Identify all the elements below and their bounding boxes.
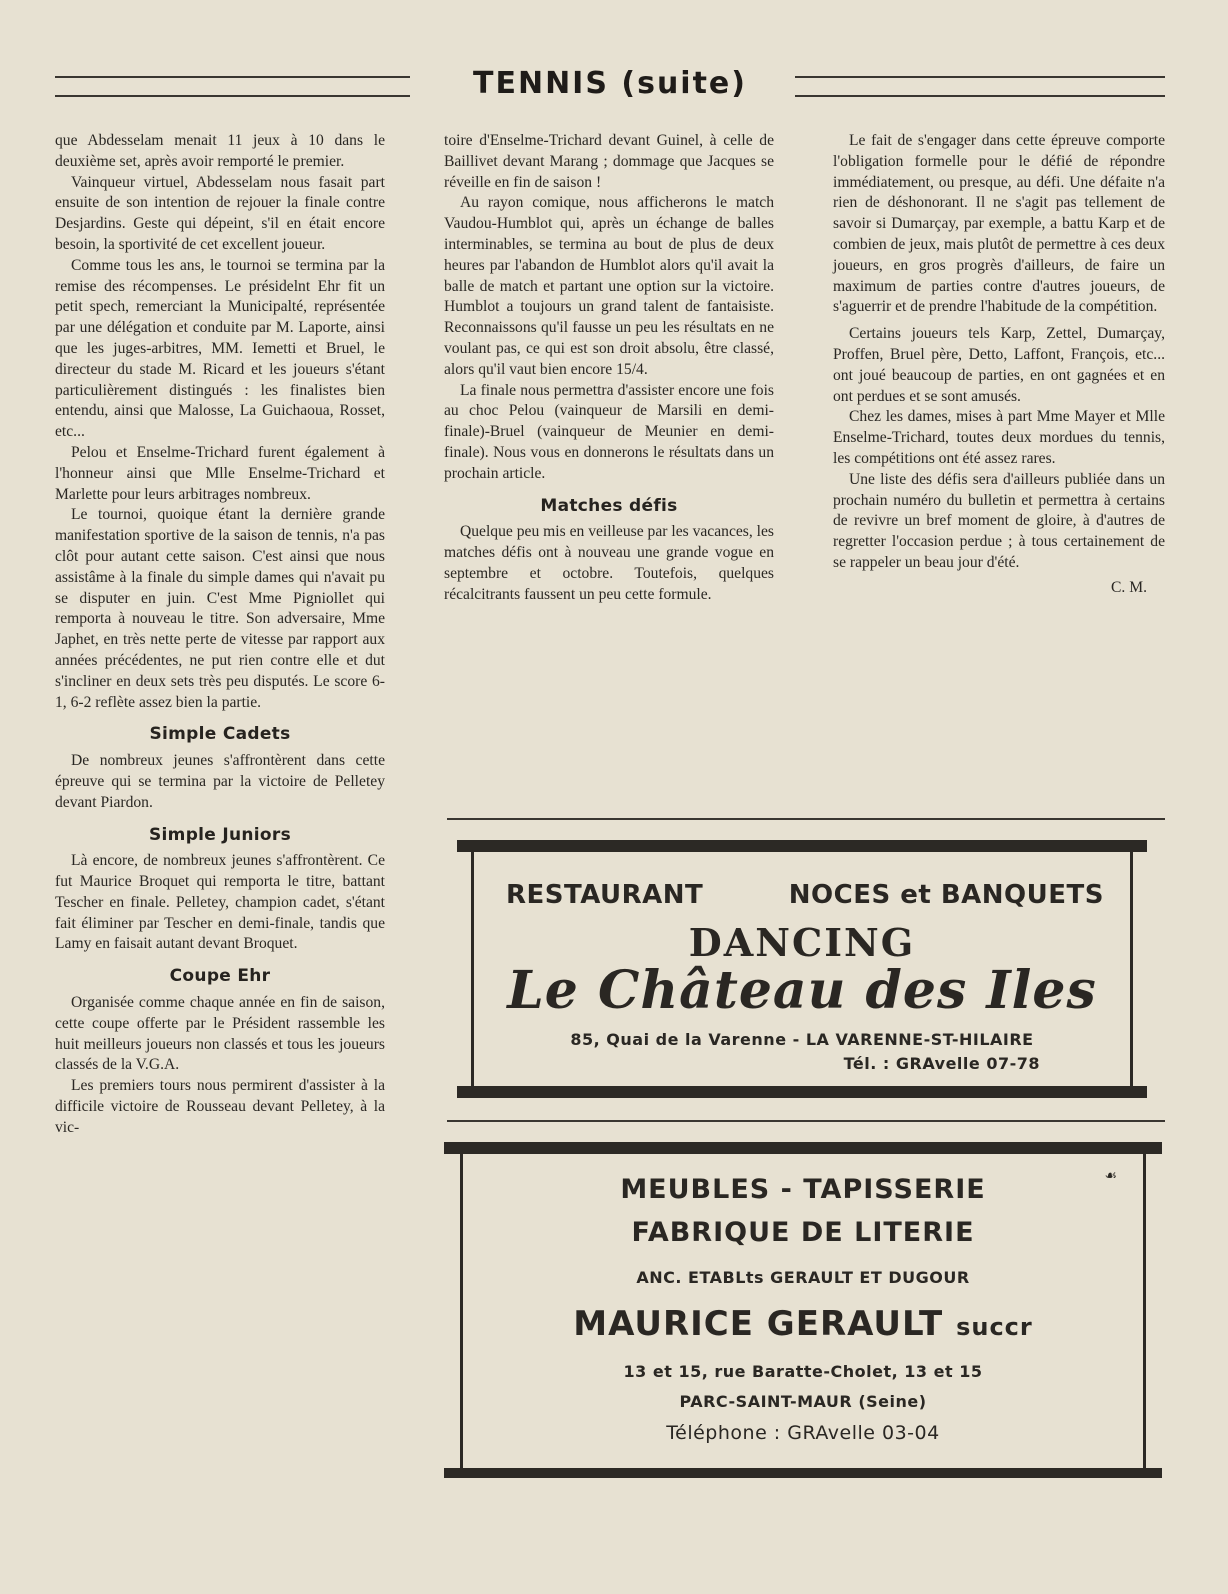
- article-column-2: [444, 131, 774, 606]
- ad-owner-suffix: succr: [956, 1313, 1033, 1341]
- article-column-3: [833, 131, 1165, 599]
- subheading-coupe-ehr: Coupe Ehr: [169, 966, 271, 987]
- ad-border: [457, 1086, 1147, 1098]
- ad-dancing-label: DANCING: [688, 920, 916, 965]
- ad-owner-name: MAURICE GERAULT: [573, 1304, 944, 1344]
- paragraph: Chez les dames, mises à part Mme Mayer et Mlle Enselme-Trichard, toutes deux mordues du tennis, les compétitions ont été assez rares.: [833, 408, 1165, 467]
- ad-line: MEUBLES - TAPISSERIE: [620, 1174, 986, 1205]
- section-header: [55, 62, 1165, 112]
- ad-line: FABRIQUE DE LITERIE: [631, 1217, 975, 1248]
- ad-frame: [471, 852, 1133, 1086]
- ad-address: 85, Quai de la Varenne - LA VARENNE-ST-HILAIRE: [570, 1030, 1034, 1049]
- ad-heading-row: [506, 880, 1104, 910]
- ad-business-name: [463, 1304, 1143, 1344]
- ad-city: PARC-SAINT-MAUR (Seine): [679, 1392, 927, 1411]
- ad-address: 13 et 15, rue Baratte-Cholet, 13 et 15: [623, 1362, 983, 1381]
- ad-venue-name: Le Château des Iles: [507, 960, 1097, 1021]
- furniture-advertisement: [444, 1142, 1162, 1478]
- paragraph: Là encore, de nombreux jeunes s'affrontèrent. Ce fut Maurice Broquet qui remporta le titre, battant Tescher en finale. Pelletey, champion cadet, s'étant fait éliminer par Tescher en demi-finale, tandis que Lamy en faisait autant devant Broquet.: [55, 852, 385, 953]
- paragraph: Les premiers tours nous permirent d'assister à la difficile victoire de Rousseau devant Pelletey, à la vic-: [55, 1077, 385, 1136]
- paragraph: Le fait de s'engager dans cette épreuve comporte l'obligation formelle pour le défié de répondre immédiatement, ou presque, au défi. Une défaite n'a rien de déshonorant. Il ne s'agit pas tellement de savoir si Dumarçay, par exemple, a battu Karp et de combien de jeux, mais plutôt de permettre à ces deux joueurs, en gros progrès d'ailleurs, de faire un maximum de parties contre d'autres joueurs, de s'aguerrir et de prendre l'habitude de la compétition.: [833, 132, 1165, 316]
- ad-phone: Tél. : GRAvelle 07-78: [843, 1054, 1040, 1073]
- ad-phone: Téléphone : GRAvelle 03-04: [666, 1422, 940, 1444]
- subheading-matches-defis: Matches défis: [540, 495, 678, 516]
- divider: [447, 818, 1165, 820]
- ad-line: ANC. ETABLts GERAULT ET DUGOUR: [636, 1268, 970, 1287]
- paragraph: Organisée comme chaque année en fin de saison, cette coupe offerte par le Président rassemble les huit meilleurs joueurs non classés et tous les joueurs classés de la V.G.A.: [55, 994, 385, 1074]
- paragraph: Comme tous les ans, le tournoi se termina par la remise des récompenses. Le présidelnt Ehr fit un petit spech, remerciant la Municipalté, représentée par une délégation et conduite par M. Laporte, ainsi que les juges-arbitres, MM. Iemetti et Bruel, le directeur du stade M. Ricard et les joueurs s'étant particulièrement distingués : les finalistes bien entendu, ainsi que Malosse, La Guichaoua, Rosset, etc...: [55, 256, 385, 441]
- paragraph: que Abdesselam menait 11 jeux à 10 dans le deuxième set, après avoir remporté le premier.: [55, 132, 385, 170]
- paragraph: La finale nous permettra d'assister encore une fois au choc Pelou (vainqueur de Marsili en demi-finale)-Bruel (vainqueur de Meunier en demi-finale). Nous vous en donnerons le résultats dans un prochain article.: [444, 381, 774, 482]
- ad-border: [457, 840, 1147, 852]
- author-signature: C. M.: [1111, 578, 1147, 596]
- paragraph: Vainqueur virtuel, Abdesselam nous fasait part ensuite de son intention de rejouer la finale contre Desjardins. Geste qui dépeint, s'il en était encore besoin, la sportivité de cet excellent joueur.: [55, 173, 385, 253]
- paragraph: toire d'Enselme-Trichard devant Guinel, à celle de Baillivet devant Marang ; dommage que Jacques se réveille en fin de saison !: [444, 132, 774, 191]
- subheading-simple-cadets: Simple Cadets: [149, 724, 291, 745]
- paragraph: Une liste des défis sera d'ailleurs publiée dans un prochain numéro du bulletin et permettra à certains de revivre un bref moment de gloire, à d'autres de regretter l'occasion perdue ; à tous certainement de se rappeler un beau jour d'été.: [833, 470, 1165, 571]
- paragraph: Certains joueurs tels Karp, Zettel, Dumarçay, Proffen, Bruel père, Detto, Laffont, François, etc... ont joué beaucoup de parties, en ont gagnées et en ont perdues et se sont amusés.: [833, 325, 1165, 405]
- page-title: TENNIS (suite): [473, 66, 747, 101]
- printer-mark-icon: ☙: [1104, 1169, 1117, 1184]
- subheading-simple-juniors: Simple Juniors: [149, 824, 291, 845]
- ad-border: [444, 1142, 1162, 1154]
- ad-restaurant-label: RESTAURANT: [506, 880, 704, 910]
- restaurant-advertisement: [457, 840, 1147, 1098]
- ad-border: [444, 1468, 1162, 1478]
- paragraph: De nombreux jeunes s'affrontèrent dans cette épreuve qui se termina par la victoire de Pelletey devant Piardon.: [55, 752, 385, 811]
- paragraph: Pelou et Enselme-Trichard furent également à l'honneur ainsi que Mlle Enselme-Trichard et Marlette pour leurs arbitrages nombreux.: [55, 443, 385, 503]
- paragraph: Le tournoi, quoique étant la dernière grande manifestation sportive de la saison de tennis, n'a pas clôt pour autant cette saison. C'est ainsi que nous assistâme à la finale du simple dames qui n'avait pu se disputer en juin. C'est Mme Pigniollet qui remporta à nouveau le titre. Son adversaire, Mme Japhet, en très nette perte de vitesse par rapport aux années précédentes, ne put rien contre elle et dut s'incliner en deux sets très peu disputés. Le score 6-1, 6-2 reflète assez bien la partie.: [55, 506, 385, 711]
- divider: [447, 1120, 1165, 1122]
- paragraph: Quelque peu mis en veilleuse par les vacances, les matches défis ont à nouveau une grande vogue en septembre et octobre. Toutefois, quelques récalcitrants faussent un peu cette formule.: [444, 523, 774, 603]
- ad-banquets-label: NOCES et BANQUETS: [788, 880, 1104, 910]
- ad-frame: [460, 1154, 1146, 1468]
- paragraph: Au rayon comique, nous afficherons le match Vaudou-Humblot qui, après un échange de balles interminables, se termina au bout de plus de deux heures par l'abandon de Humblot alors qu'il avait la balle de match et partant une option sur la victoire. Humblot a toujours un grand talent de fantaisiste. Reconnaissons qu'il fausse un peu les résultats en ne voulant pas, ce qui est son droit absolu, être classé, alors qu'il vaut bien encore 15/4.: [444, 194, 774, 378]
- article-column-1: [55, 131, 385, 1139]
